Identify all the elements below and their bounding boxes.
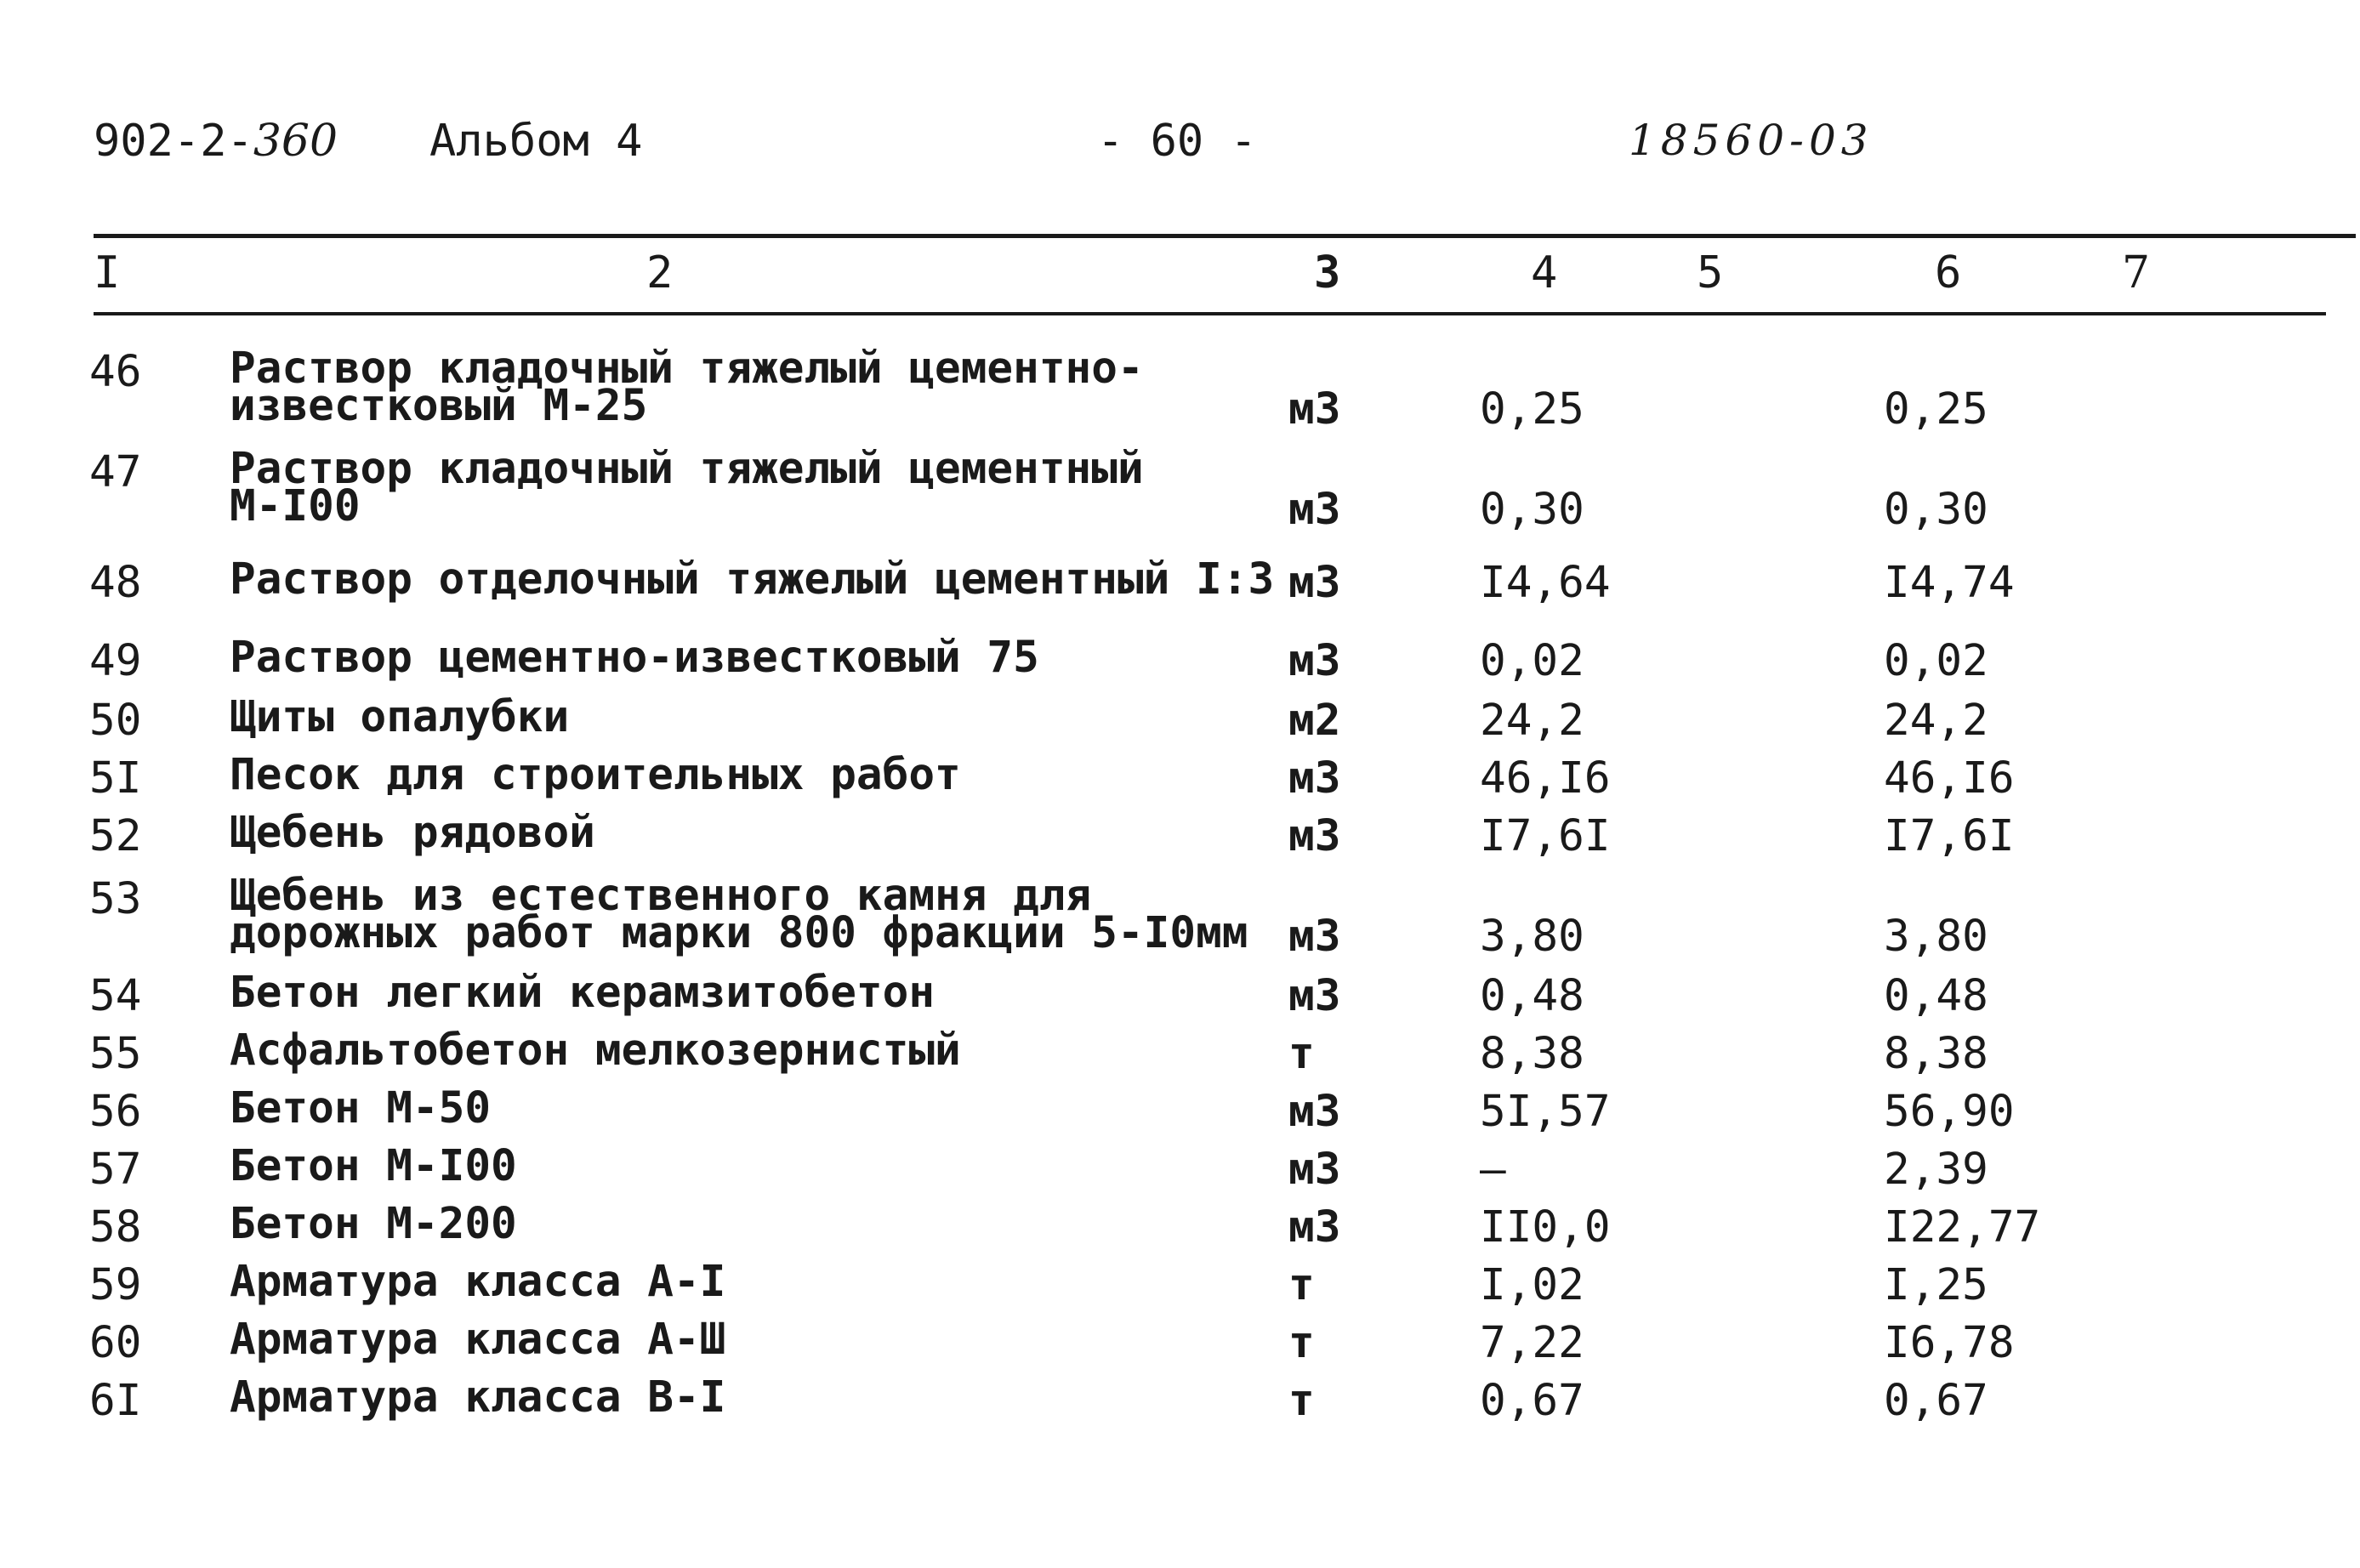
material-name: Раствор кладочный тяжелый цементно- известковый М-25 [230, 344, 1144, 431]
value-col4: – [1480, 1145, 1506, 1195]
document-code-prefix: 902-2- [94, 116, 253, 167]
unit: м3 [1288, 1145, 1341, 1195]
material-name: Арматура класса А-Ш [230, 1315, 726, 1365]
unit: м2 [1288, 696, 1341, 746]
value-col6: I6,78 [1884, 1318, 2015, 1368]
material-name: Щебень из естественного камня для дорожных работ марки 800 фракции 5-I0мм [230, 871, 1248, 958]
unit: т [1288, 1318, 1315, 1368]
unit: т [1288, 1376, 1315, 1426]
unit: м3 [1288, 384, 1341, 435]
value-col4: I,02 [1480, 1260, 1584, 1310]
row-number: 55 [89, 1029, 142, 1079]
row-number: 60 [89, 1318, 142, 1368]
unit: т [1288, 1029, 1315, 1079]
unit: м3 [1288, 1202, 1341, 1253]
material-name: Раствор кладочный тяжелый цементный М-I00 [230, 444, 1144, 531]
row-number: 5I [89, 753, 142, 804]
unit: м3 [1288, 558, 1341, 608]
value-col6: I7,6I [1884, 811, 2015, 861]
value-col4: 0,25 [1480, 384, 1584, 435]
album-label: Альбом 4 [429, 116, 643, 167]
row-number: 49 [89, 636, 142, 686]
value-col6: I,25 [1884, 1260, 1988, 1310]
value-col6: I4,74 [1884, 558, 2015, 608]
unit: м3 [1288, 636, 1341, 686]
value-col6: 2,39 [1884, 1145, 1988, 1195]
material-name: Бетон М-200 [230, 1199, 517, 1249]
row-number: 6I [89, 1376, 142, 1426]
value-col6: 0,25 [1884, 384, 1988, 435]
material-name: Бетон М-I00 [230, 1141, 517, 1191]
value-col6: 46,I6 [1884, 753, 2015, 804]
unit: м3 [1288, 971, 1341, 1021]
value-col6: I22,77 [1884, 1202, 2041, 1253]
row-number: 53 [89, 874, 142, 924]
unit: м3 [1288, 1087, 1341, 1137]
unit: м3 [1288, 485, 1341, 535]
unit: т [1288, 1260, 1315, 1310]
material-name: Раствор отделочный тяжелый цементный I:3 [230, 554, 1275, 605]
value-col4: 46,I6 [1480, 753, 1611, 804]
unit: м3 [1288, 811, 1341, 861]
column-header-1: I [94, 247, 121, 298]
row-number: 50 [89, 696, 142, 746]
material-name: Асфальтобетон мелкозернистый [230, 1025, 961, 1076]
row-number: 56 [89, 1087, 142, 1137]
column-header-7: 7 [2122, 247, 2151, 298]
column-header-2: 2 [646, 247, 674, 298]
column-header-3: 3 [1314, 247, 1341, 298]
value-col6: 24,2 [1884, 696, 1988, 746]
value-col4: 8,38 [1480, 1029, 1584, 1079]
value-col6: 0,30 [1884, 485, 1988, 535]
value-col4: 24,2 [1480, 696, 1584, 746]
value-col4: 7,22 [1480, 1318, 1584, 1368]
table-top-rule [94, 234, 2356, 238]
row-number: 46 [89, 347, 142, 397]
material-name: Бетон М-50 [230, 1083, 492, 1133]
value-col4: II0,0 [1480, 1202, 1611, 1253]
value-col6: 3,80 [1884, 912, 1988, 962]
value-col4: 0,30 [1480, 485, 1584, 535]
value-col4: 0,67 [1480, 1376, 1584, 1426]
value-col4: 0,48 [1480, 971, 1584, 1021]
column-header-5: 5 [1697, 247, 1724, 298]
row-number: 58 [89, 1202, 142, 1253]
row-number: 59 [89, 1260, 142, 1310]
value-col4: 0,02 [1480, 636, 1584, 686]
value-col4: 3,80 [1480, 912, 1584, 962]
document-code [94, 116, 338, 167]
table-header-bottom-rule [94, 312, 2326, 315]
document-code-suffix: 360 [253, 116, 338, 167]
value-col6: 8,38 [1884, 1029, 1988, 1079]
value-col6: 0,67 [1884, 1376, 1988, 1426]
page-number: - 60 - [1097, 116, 1257, 167]
value-col6: 56,90 [1884, 1087, 2015, 1137]
material-name: Арматура класса В-I [230, 1372, 726, 1423]
row-number: 52 [89, 811, 142, 861]
unit: м3 [1288, 912, 1341, 962]
value-col6: 0,02 [1884, 636, 1988, 686]
row-number: 47 [89, 447, 142, 497]
value-col6: 0,48 [1884, 971, 1988, 1021]
material-name: Щебень рядовой [230, 808, 595, 858]
material-name: Песок для строительных работ [230, 750, 961, 800]
row-number: 54 [89, 971, 142, 1021]
material-name: Арматура класса А-I [230, 1257, 726, 1307]
column-header-6: 6 [1935, 247, 1962, 298]
row-number: 57 [89, 1145, 142, 1195]
value-col4: I4,64 [1480, 558, 1611, 608]
row-number: 48 [89, 558, 142, 608]
unit: м3 [1288, 753, 1341, 804]
value-col4: I7,6I [1480, 811, 1611, 861]
inventory-number: 18560-03 [1629, 116, 1874, 165]
material-name: Раствор цементно-известковый 75 [230, 633, 1039, 683]
material-name: Бетон легкий керамзитобетон [230, 968, 935, 1018]
value-col4: 5I,57 [1480, 1087, 1611, 1137]
material-name: Щиты опалубки [230, 692, 570, 742]
column-header-4: 4 [1531, 247, 1558, 298]
